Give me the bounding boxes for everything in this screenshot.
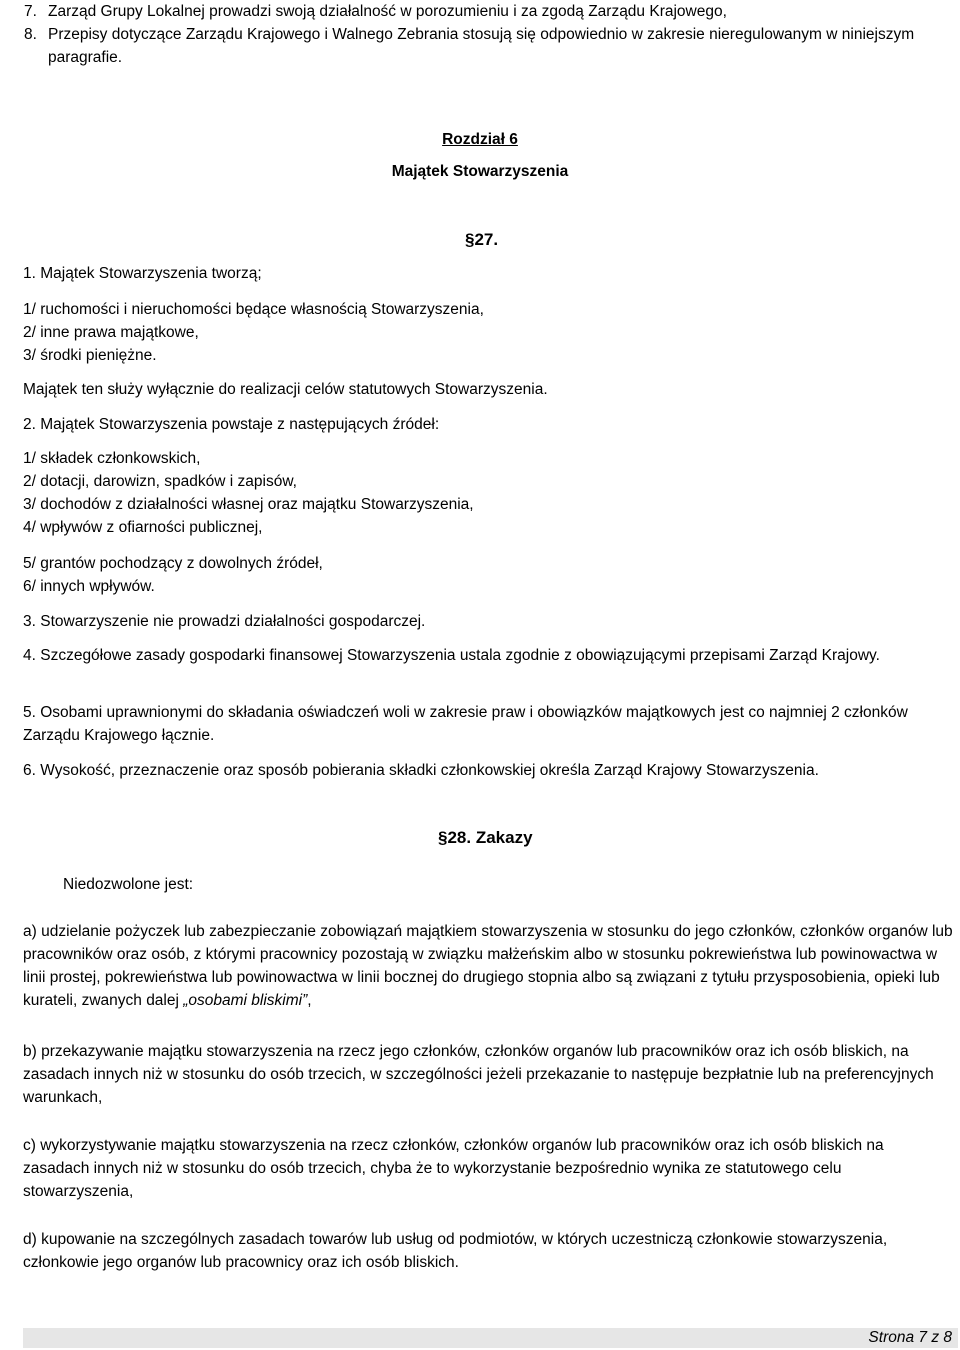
continued-list [24, 0, 948, 69]
list-item: 8. Przepisy dotyczące Zarządu Krajowego i Walnego Zebrania stosują się odpowiednio w zakresie nieregulowanym w niniejszym paragrafie. [24, 26, 915, 66]
par27-point2-list-a [23, 447, 953, 539]
par27-point1: 1. Majątek Stowarzyszenia tworzą; [23, 265, 262, 282]
list-item: 7. Zarząd Grupy Lokalnej prowadzi swoją działalność w porozumieniu i za zgodą Zarządu Krajowego, [24, 3, 727, 20]
list-item: 2/ dotacji, darowizn, spadków i zapisów, [23, 473, 297, 490]
par28-item-b: b) przekazywanie majątku stowarzyszenia na rzecz jego członków, członków organów lub pracowników oraz ich osób bliskich, na zasadach innych niż w stosunku do osób trzecich, w szczególności jeżeli przekazanie to następuje bezpłatnie lub na preferencyjnych warunkach, [23, 1043, 934, 1106]
par28-item-d: d) kupowanie na szczególnych zasadach towarów lub usług od podmiotów, w których uczestniczą członkowie stowarzyszenia, członkowie jego organów lub pracownicy oraz ich osób bliskich. [23, 1231, 888, 1271]
par27-point6: 6. Wysokość, przeznaczenie oraz sposób pobierania składki członkowskiej określa Zarząd Krajowy Stowarzyszenia. [23, 762, 819, 779]
section-27-label: §27. [465, 230, 499, 249]
quoted-term: „osobami bliskimi” [183, 992, 308, 1009]
list-item: 2/ inne prawa majątkowe, [23, 324, 199, 341]
list-item: 1/ ruchomości i nieruchomości będące własnością Stowarzyszenia, [23, 301, 484, 318]
chapter-title: Rozdział 6 [442, 131, 518, 148]
list-item: 1/ składek członkowskich, [23, 450, 201, 467]
page-number: Strona 7 z 8 [868, 1329, 952, 1346]
list-item: 3/ dochodów z działalności własnej oraz majątku Stowarzyszenia, [23, 496, 474, 513]
par27-point2: 2. Majątek Stowarzyszenia powstaje z następujących źródeł: [23, 416, 440, 433]
par28-item-c: c) wykorzystywanie majątku stowarzyszenia na rzecz członków, członków organów lub pracowników oraz ich osób bliskich na zasadach innych niż w stosunku do osób trzecich, chyba że to wykorzystanie bezpośrednio wynika ze statutowego celu stowarzyszenia, [23, 1137, 884, 1200]
par27-point1-note: Majątek ten służy wyłącznie do realizacji celów statutowych Stowarzyszenia. [23, 381, 548, 398]
par28-intro: Niedozwolone jest: [63, 876, 194, 893]
par28-item-a: a) udzielanie pożyczek lub zabezpieczanie zobowiązań majątkiem stowarzyszenia w stosunku do jego członków, członków organów lub pracowników oraz osób, z którymi pracownicy pozostają w związku małżeńskim albo w stosunku pokrewieństwa lub powinowactwa w linii prostej, pokrewieństwa lub powinowactwa w linii bocznej do drugiego stopnia albo są związani z tytułu przysposobienia, opieki lub kurateli, zwanych dalej „osobami bliskimi”, [23, 923, 953, 1009]
list-item: 3/ środki pieniężne. [23, 347, 157, 364]
page-footer [23, 1328, 958, 1348]
par27-point3: 3. Stowarzyszenie nie prowadzi działalności gospodarczej. [23, 613, 426, 630]
list-item: 5/ grantów pochodzący z dowolnych źródeł, [23, 555, 323, 572]
chapter-subtitle: Majątek Stowarzyszenia [391, 163, 569, 180]
section-28-label: §28. Zakazy [438, 828, 533, 847]
par27-point2-list-b [23, 552, 953, 598]
list-item: 6/ innych wpływów. [23, 578, 155, 595]
par27-point4: 4. Szczegółowe zasady gospodarki finansowej Stowarzyszenia ustala zgodnie z obowiązującymi przepisami Zarząd Krajowy. [23, 647, 880, 664]
par27-point1-list [23, 298, 953, 367]
par27-point5: 5. Osobami uprawnionymi do składania oświadczeń woli w zakresie praw i obowiązków majątkowych jest co najmniej 2 członków Zarządu Krajowego łącznie. [23, 704, 908, 744]
list-item: 4/ wpływów z ofiarności publicznej, [23, 519, 263, 536]
